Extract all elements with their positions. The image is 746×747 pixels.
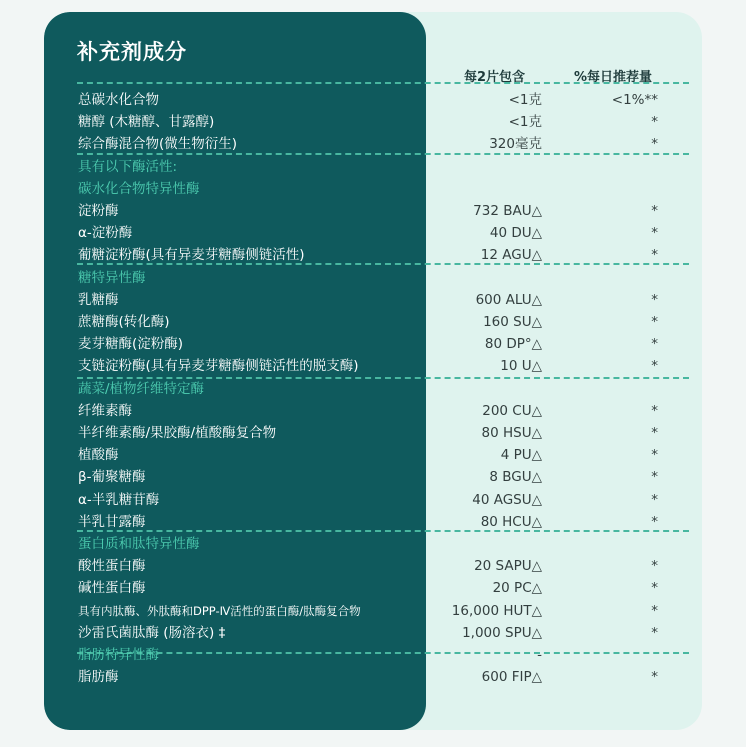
section-heading: 糖特异性酶: [78, 269, 146, 286]
ingredient-row: [44, 400, 702, 422]
ingredient-name: 纤维素酶: [78, 402, 132, 419]
ingredient-name: 乳糖酶: [78, 291, 119, 308]
daily-value: *: [651, 513, 658, 530]
section-heading: 碳水化合物特异性酶: [78, 180, 200, 197]
ingredient-name: 支链淀粉酶(具有异麦芽糖酶侧链活性的脱支酶): [78, 358, 359, 375]
ingredient-row: [44, 666, 702, 688]
daily-value: *: [651, 491, 658, 508]
ingredient-row: [44, 200, 702, 222]
daily-value: *: [651, 225, 658, 242]
ingredient-row: [44, 444, 702, 466]
amount-per-serving: -: [537, 647, 542, 663]
section-heading: 蛋白质和肽特异性酶: [78, 536, 200, 552]
ingredient-row: [44, 600, 702, 622]
section-heading: 脂肪特异性酶: [78, 647, 159, 663]
ingredient-row: [44, 622, 702, 644]
section-heading: 具有以下酶活性:: [78, 158, 178, 175]
ingredient-name: 麦芽糖酶(淀粉酶): [78, 336, 184, 353]
daily-value: *: [651, 580, 658, 597]
ingredient-name: 具有内肽酶、外肽酶和DPP-Ⅳ活性的蛋白酶/肽酶复合物: [78, 603, 361, 618]
daily-value: *: [651, 136, 658, 153]
header-divider: [77, 82, 689, 84]
ingredient-row: [44, 244, 702, 266]
ingredient-name: 酸性蛋白酶: [78, 558, 146, 575]
ingredient-name: 半纤维素酶/果胶酶/植酸酶复合物: [78, 425, 277, 441]
ingredient-name: β-葡聚糖酶: [78, 469, 146, 486]
ingredient-row: [44, 333, 702, 355]
daily-value: *: [651, 358, 658, 375]
daily-value: *: [651, 336, 658, 353]
amount-per-serving: 320毫克: [489, 136, 542, 153]
amount-per-serving: 8 BGU△: [489, 469, 542, 486]
daily-value: *: [651, 402, 658, 419]
amount-per-serving: 20 PC△: [492, 580, 542, 597]
section-heading-row: [44, 267, 702, 289]
section-heading-row: [44, 644, 702, 666]
ingredient-row: [44, 489, 702, 511]
section-heading-row: [44, 378, 702, 400]
amount-per-serving: <1克: [508, 114, 542, 131]
page-title: 补充剂成分: [77, 40, 187, 64]
ingredient-name: α-半乳糖苷酶: [78, 491, 160, 508]
ingredient-row: [44, 89, 702, 111]
amount-per-serving: 12 AGU△: [480, 247, 542, 264]
daily-value: *: [651, 247, 658, 264]
ingredient-name: α-淀粉酶: [78, 225, 133, 242]
ingredient-row: [44, 466, 702, 488]
ingredient-row: [44, 111, 702, 133]
amount-per-serving: 160 SU△: [483, 314, 542, 330]
daily-value: *: [651, 203, 658, 219]
section-heading-row: [44, 156, 702, 178]
daily-value: *: [651, 425, 658, 441]
ingredient-name: 糖醇 (木糖醇、甘露醇): [78, 114, 215, 131]
section-heading-row: [44, 533, 702, 555]
daily-value: *: [651, 314, 658, 330]
column-header-amount: 每2片包含: [464, 70, 526, 85]
amount-per-serving: 600 FIP△: [481, 669, 542, 686]
amount-per-serving: <1克: [508, 92, 542, 108]
section-heading-row: [44, 178, 702, 200]
amount-per-serving: 40 DU△: [489, 225, 542, 242]
daily-value: *: [651, 624, 658, 641]
ingredient-name: 半乳甘露酶: [78, 513, 146, 530]
daily-value: *: [651, 291, 658, 308]
ingredient-row: [44, 555, 702, 577]
daily-value: *: [651, 669, 658, 686]
amount-per-serving: 732 BAU△: [473, 203, 542, 219]
ingredient-name: 综合酶混合物(微生物衍生): [78, 136, 238, 153]
ingredient-row: [44, 511, 702, 533]
amount-per-serving: 80 HSU△: [481, 425, 542, 441]
ingredient-name: 植酸酶: [78, 447, 119, 464]
ingredient-row: [44, 311, 702, 333]
ingredient-row: [44, 422, 702, 444]
amount-per-serving: 600 ALU△: [475, 291, 542, 308]
daily-value: <1%**: [611, 92, 658, 108]
ingredient-name: 脂肪酶: [78, 669, 119, 686]
section-heading: 蔬菜/植物纤维特定酶: [78, 380, 205, 397]
ingredient-row: [44, 355, 702, 377]
daily-value: *: [651, 114, 658, 131]
ingredient-name: 淀粉酶: [78, 203, 119, 219]
daily-value: *: [651, 602, 658, 619]
ingredient-name: 碱性蛋白酶: [78, 580, 146, 597]
amount-per-serving: 10 U△: [500, 358, 542, 375]
daily-value: *: [651, 469, 658, 486]
ingredient-name: 总碳水化合物: [78, 92, 159, 108]
ingredient-row: [44, 222, 702, 244]
ingredient-name: 蔗糖酶(转化酶): [78, 314, 170, 330]
supplement-facts-card: [44, 12, 702, 730]
amount-per-serving: 40 AGSU△: [472, 491, 542, 508]
ingredient-row: [44, 577, 702, 599]
amount-per-serving: 4 PU△: [500, 447, 542, 464]
amount-per-serving: 200 CU△: [482, 402, 542, 419]
ingredient-row: [44, 289, 702, 311]
column-header-daily-value: %每日推荐量: [574, 70, 653, 85]
ingredient-name: 沙雷氏菌肽酶 (肠溶衣) ‡: [78, 624, 226, 641]
amount-per-serving: 80 HCU△: [480, 513, 542, 530]
daily-value: *: [651, 558, 658, 575]
ingredient-row: [44, 133, 702, 155]
amount-per-serving: 80 DP°△: [484, 336, 542, 353]
ingredient-name: 葡糖淀粉酶(具有异麦芽糖酶侧链活性): [78, 247, 305, 264]
amount-per-serving: 16,000 HUT△: [451, 602, 542, 619]
daily-value: *: [651, 447, 658, 464]
amount-per-serving: 20 SAPU△: [474, 558, 542, 575]
amount-per-serving: 1,000 SPU△: [462, 624, 542, 641]
